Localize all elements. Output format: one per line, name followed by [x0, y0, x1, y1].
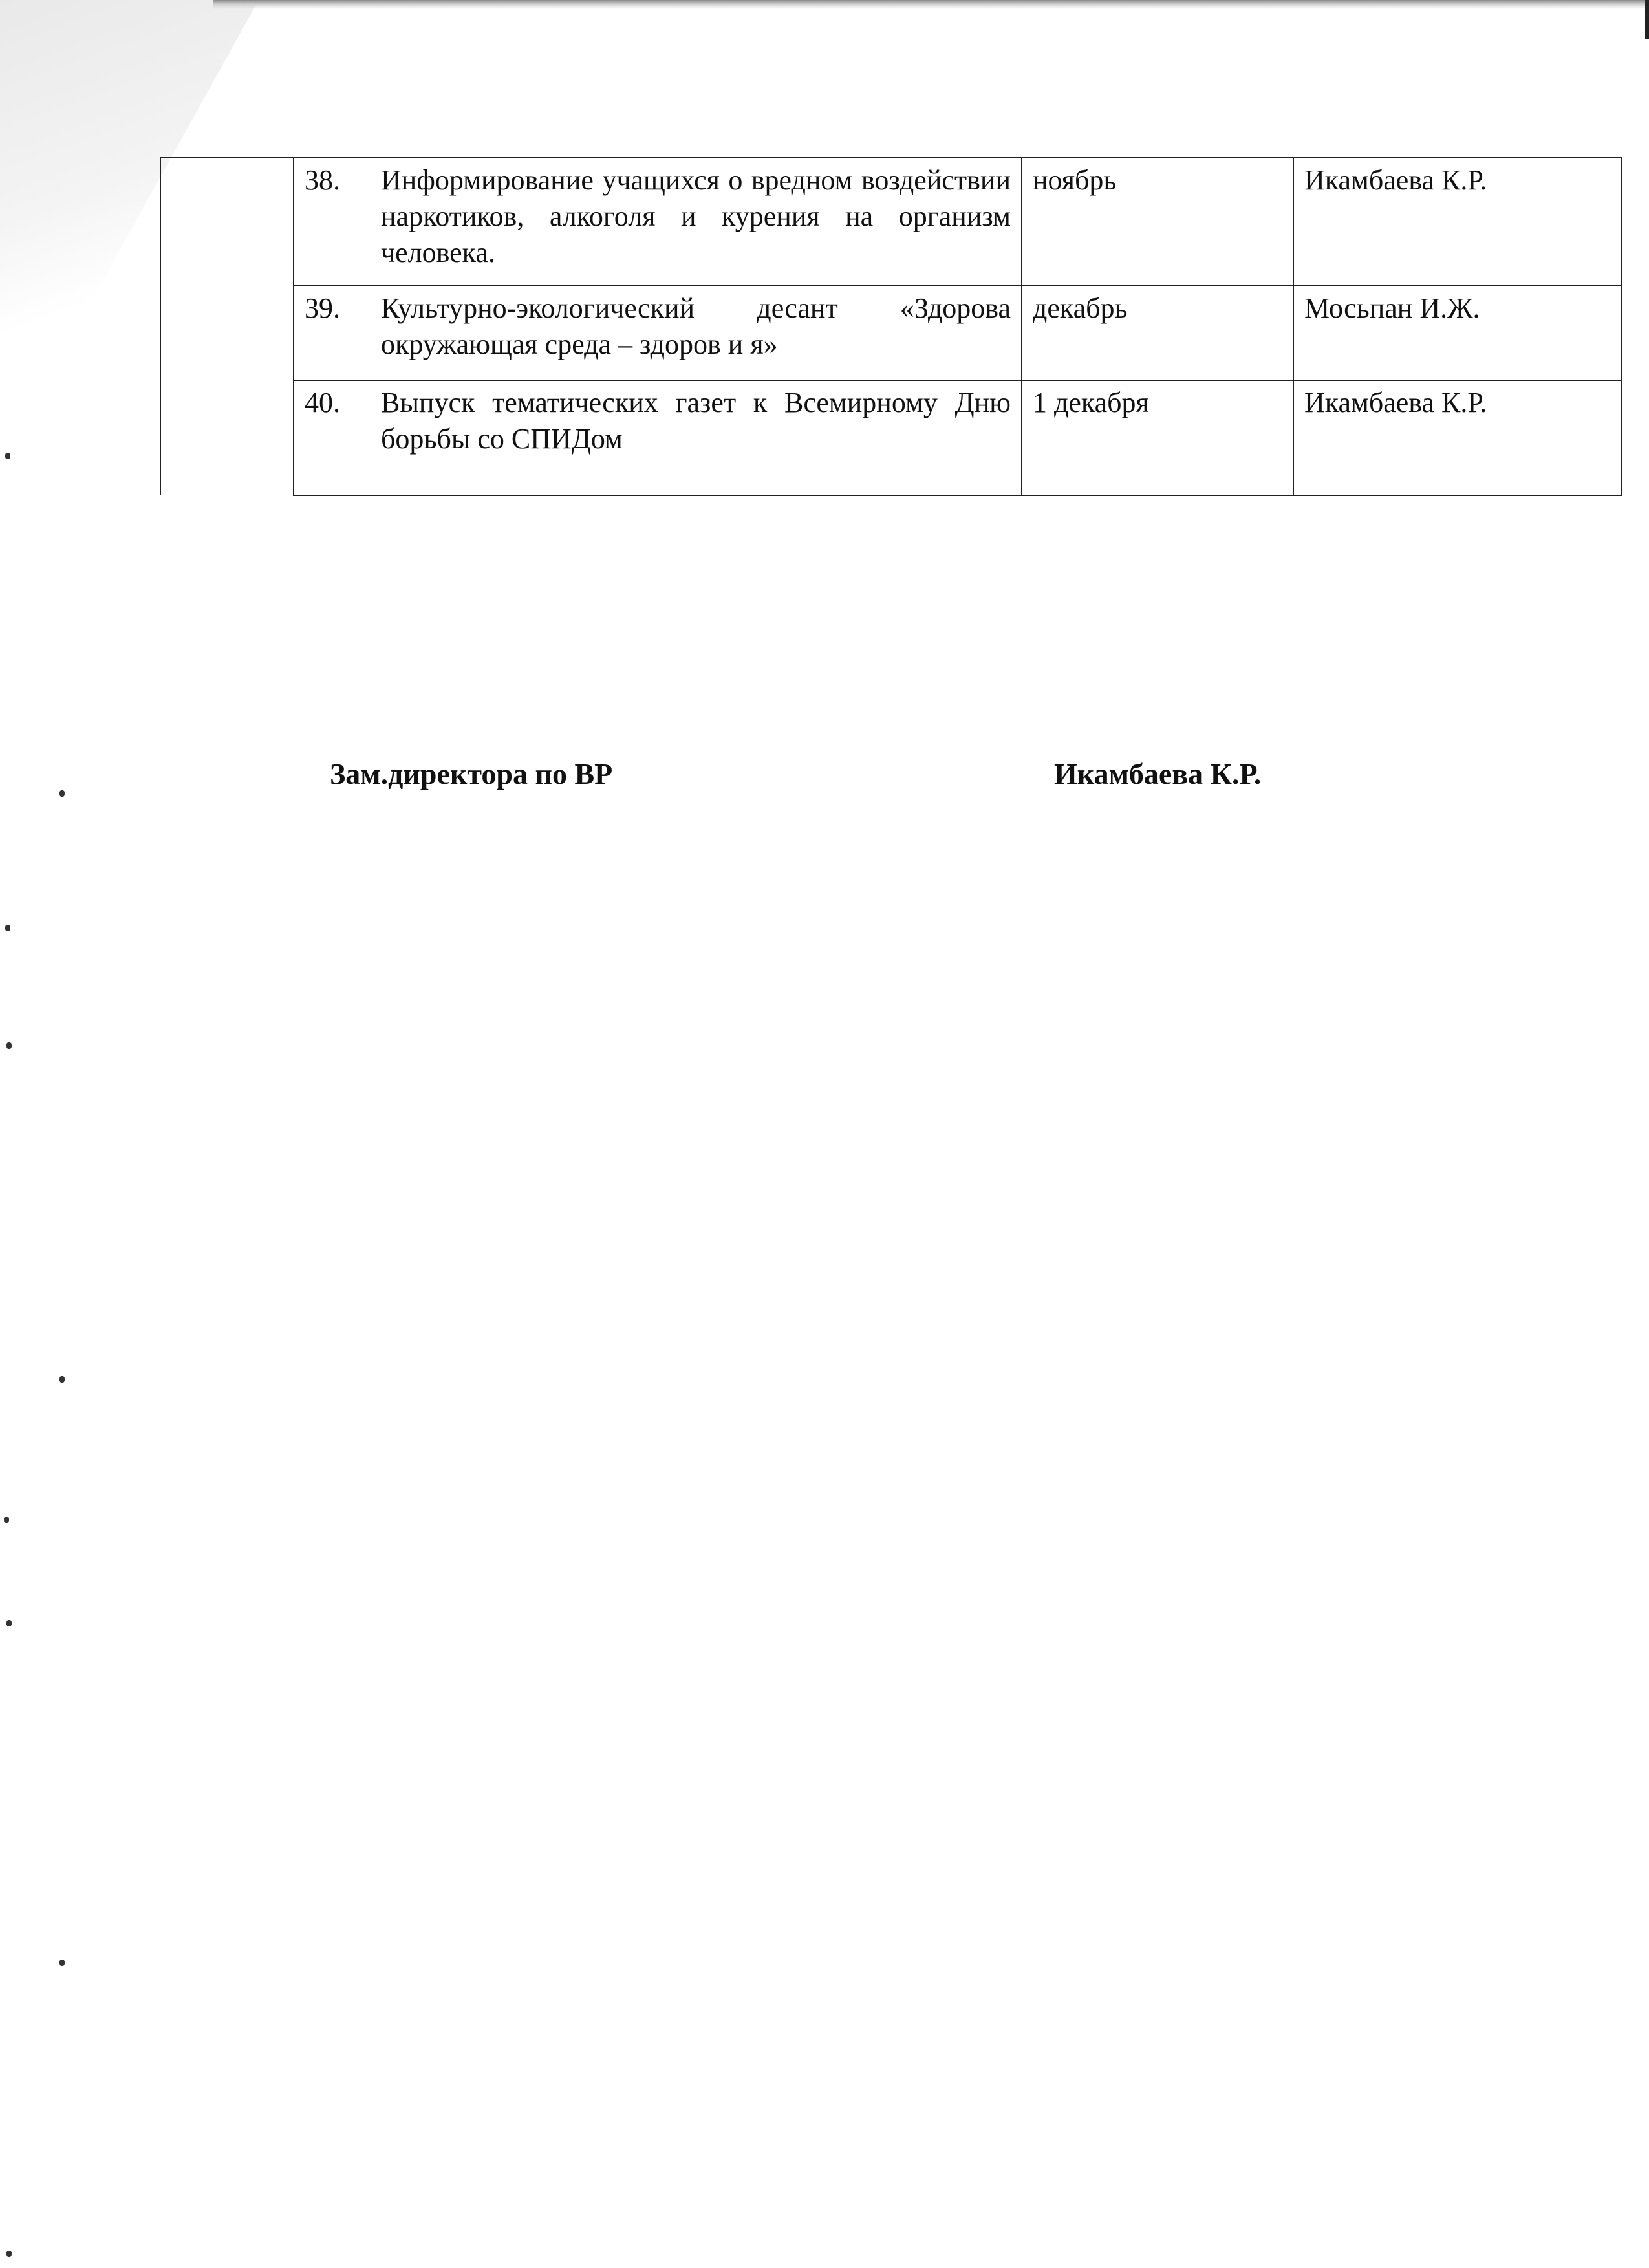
scan-speck [6, 2251, 12, 2257]
event-text: Культурно-экологический десант «Здорова окружающая среда – здоров и я» [381, 292, 1011, 360]
plan-table [293, 157, 1622, 496]
signature-name: Икамбаева К.Р. [1054, 757, 1262, 790]
signature-title: Зам.директора по ВР [330, 757, 613, 790]
table-outer-top-border [160, 157, 294, 158]
table-row [294, 286, 1622, 380]
event-cell [294, 286, 1022, 380]
responsible-cell: Икамбаева К.Р. [1293, 158, 1622, 286]
event-cell [294, 380, 1022, 495]
table-row [294, 158, 1622, 286]
event-cell [294, 158, 1022, 286]
row-number: 39. [305, 292, 340, 324]
scan-speck [6, 1042, 12, 1049]
scan-speck [5, 925, 10, 931]
responsible-cell: Икамбаева К.Р. [1293, 380, 1622, 495]
table-row [294, 380, 1622, 495]
event-text: Информирование учащихся о вредном воздействии наркотиков, алкоголя и курения на организм человека. [381, 164, 1011, 268]
plan-table-area [0, 0, 1649, 517]
date-cell: 1 декабря [1022, 380, 1293, 495]
scan-speck [59, 790, 65, 797]
table-outer-left-border [160, 158, 161, 495]
date-cell: ноябрь [1022, 158, 1293, 286]
event-text: Выпуск тематических газет к Всемирному Дню борьбы со СПИДом [381, 387, 1011, 455]
scan-speck [59, 1960, 65, 1966]
row-number: 40. [305, 387, 340, 418]
scan-speck [4, 1517, 9, 1523]
scan-speck [59, 1376, 65, 1383]
responsible-cell: Мосьпан И.Ж. [1293, 286, 1622, 380]
scan-speck [6, 1620, 12, 1626]
row-number: 38. [305, 164, 340, 196]
date-cell: декабрь [1022, 286, 1293, 380]
